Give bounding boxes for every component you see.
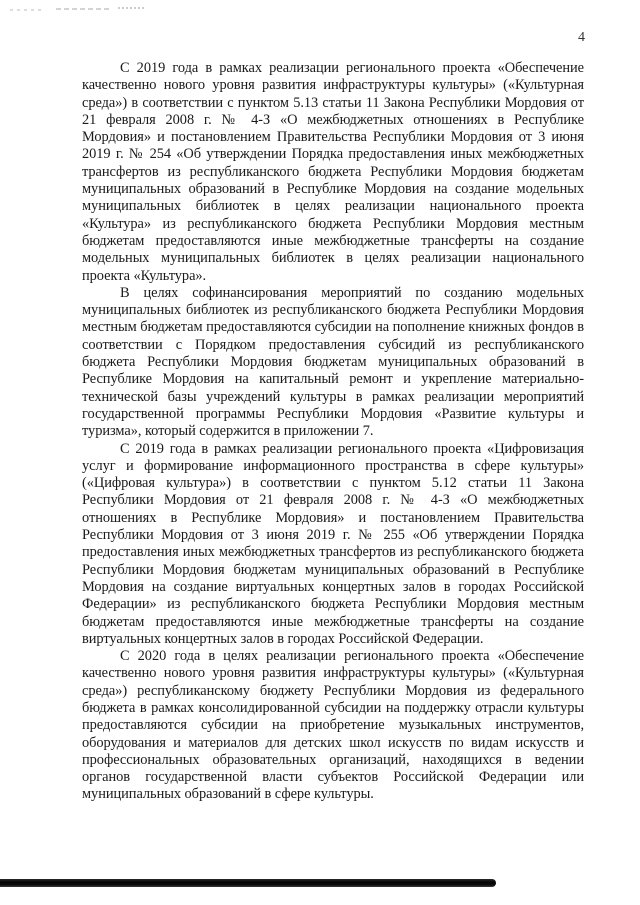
scan-artifact-marks [6,4,156,14]
paragraph-2: В целях софинансирования мероприятий по созданию модельных муниципальных библиотек из республиканского бюджета Республики Мордовия местным бюджетам предоставляются субсидии на пополнение книжных фондов в соответствии с Порядком предоставления субсидий из республиканского бюджета Республики Мордовия бюджетам муниципальных образований в Республике Мордовия на капитальный ремонт и укрепление материально-технической базы учреждений культуры в рамках реализации мероприятий государственной программы Республики Мордовия «Развитие культуры и туризма», который содержится в приложении 7. [82,284,584,440]
page-number: 4 [578,30,585,45]
paragraph-1: С 2019 года в рамках реализации регионального проекта «Обеспечение качественно нового уровня развития инфраструктуры культуры» («Культурная среда») в соответствии с пунктом 5.13 статьи 11 Закона Республики Мордовия от 21 февраля 2008 г. № 4-З «О межбюджетных отношениях в Республике Мордовия» и постановлением Правительства Республики Мордовия от 3 июня 2019 г. № 254 «Об утверждении Порядка предоставления иных межбюджетных трансфертов из республиканского бюджета Республики Мордовия бюджетам муниципальных образований в Республике Мордовия на создание модельных муниципальных библиотек в целях реализации национального проекта «Культура» из республиканского бюджета Республики Мордовия местным бюджетам предоставляются иные межбюджетные трансферты на создание модельных муниципальных библиотек в целях реализации национального проекта «Культура». [82,60,584,284]
paragraph-4: С 2020 года в целях реализации регионального проекта «Обеспечение качественно нового уровня развития инфраструктуры культуры» («Культурная среда») республиканскому бюджету Республики Мордовия из федерального бюджета в рамках консолидированной субсидии на поддержку отрасли культуры предоставляются субсидии на приобретение музыкальных инструментов, оборудования и материалов для детских школ искусств по видам искусств и профессиональных образовательных организаций, находящихся в ведении органов государственной власти субъектов Российской Федерации или муниципальных образований в сфере культуры. [82,648,584,803]
paragraph-3: С 2019 года в рамках реализации регионального проекта «Цифровизация услуг и формирование информационного пространства в сфере культуры» («Цифровая культура») в соответствии с пунктом 5.12 статьи 11 Закона Республики Мордовия от 21 февраля 2008 г. № 4-З «О межбюджетных отношениях в Республике Мордовия» и постановлением Правительства Республики Мордовия от 3 июня 2019 г. № 255 «Об утверждении Порядка предоставления иных межбюджетных трансфертов из республиканского бюджета Республики Мордовия бюджетам муниципальных образований в Республике Мордовия на создание виртуальных концертных залов в городах Российской Федерации» из республиканского бюджета Республики Мордовия местным бюджетам предоставляются иные межбюджетные трансферты на создание виртуальных концертных залов в городах Российской Федерации. [82,440,584,647]
document-body [82,60,584,804]
scan-edge-bar [0,879,496,887]
